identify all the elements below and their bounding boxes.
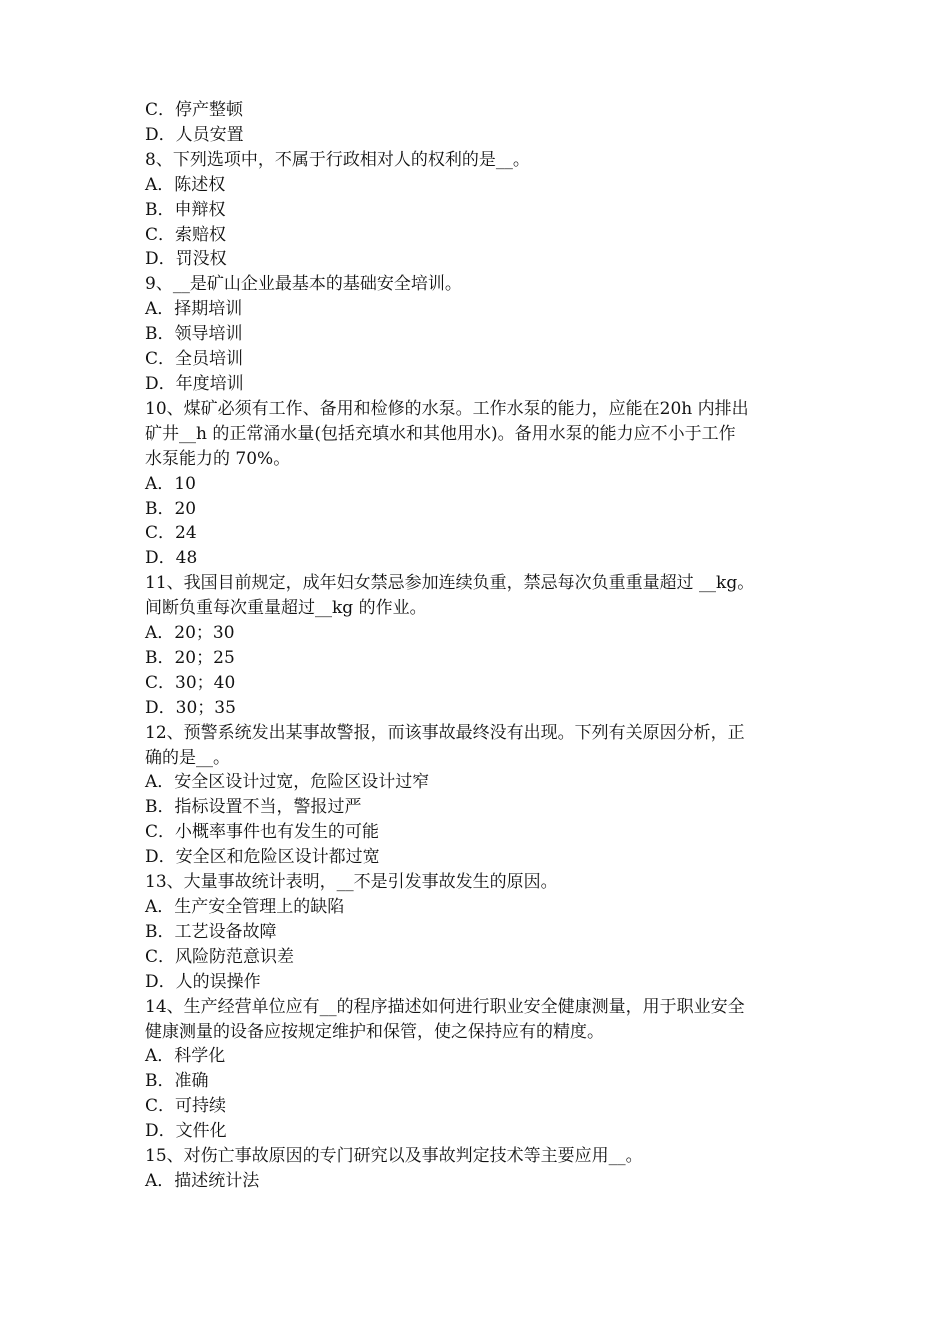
option-c-q8: C．索赔权 <box>145 224 227 245</box>
option-d-q12: D．安全区和危险区设计都过宽 <box>145 847 380 868</box>
option-d-q7: D．人员安置 <box>145 124 244 145</box>
option-b-q9: B．领导培训 <box>145 324 243 345</box>
document-page <box>145 98 820 1194</box>
option-c-q10: C．24 <box>145 523 197 544</box>
question-9: 9、__是矿山企业最基本的基础安全培训。 <box>145 274 462 295</box>
question-12-line-2: 确的是__。 <box>145 747 230 768</box>
option-c-q12: C．小概率事件也有发生的可能 <box>145 822 380 843</box>
option-c-q14: C．可持续 <box>145 1096 227 1117</box>
option-d-q14: D．文件化 <box>145 1121 227 1142</box>
option-d-q13: D．人的误操作 <box>145 971 261 992</box>
option-c-q13: C．风险防范意识差 <box>145 946 295 967</box>
option-a-q14: A．科学化 <box>145 1046 226 1067</box>
option-a-q15: A．描述统计法 <box>145 1170 260 1191</box>
question-12-line-1: 12、预警系统发出某事故警报，而该事故最终没有出现。下列有关原因分析，正 <box>145 722 745 743</box>
question-11-line-1: 11、我国目前规定，成年妇女禁忌参加连续负重，禁忌每次负重重量超过 __kg。 <box>145 573 755 594</box>
option-d-q8: D．罚没权 <box>145 249 227 270</box>
question-14-line-2: 健康测量的设备应按规定维护和保管，使之保持应有的精度。 <box>145 1021 604 1042</box>
question-10-line-3: 水泵能力的 70%。 <box>145 448 291 469</box>
option-b-q14: B．准确 <box>145 1071 209 1092</box>
option-a-q10: A．10 <box>145 473 196 494</box>
option-a-q8: A．陈述权 <box>145 174 226 195</box>
question-10-line-2: 矿井__h 的正常涌水量(包括充填水和其他用水)。备用水泵的能力应不小于工作 <box>145 423 736 444</box>
option-b-q10: B．20 <box>145 498 197 519</box>
option-d-q9: D．年度培训 <box>145 373 244 394</box>
option-b-q8: B．申辩权 <box>145 199 226 220</box>
option-c-q11: C．30；40 <box>145 672 236 693</box>
question-11-line-2: 间断负重每次重量超过__kg 的作业。 <box>145 598 427 619</box>
question-10-line-1: 10、煤矿必须有工作、备用和检修的水泵。工作水泵的能力，应能在20h 内排出 <box>145 398 749 419</box>
question-13: 13、大量事故统计表明，__不是引发事故发生的原因。 <box>145 872 558 893</box>
question-8: 8、下列选项中，不属于行政相对人的权利的是__。 <box>145 149 530 170</box>
option-a-q11: A．20；30 <box>145 623 235 644</box>
option-b-q13: B．工艺设备故障 <box>145 921 277 942</box>
option-d-q10: D．48 <box>145 548 198 569</box>
option-a-q13: A．生产安全管理上的缺陷 <box>145 897 345 917</box>
option-d-q11: D．30；35 <box>145 697 236 718</box>
option-c-q9: C．全员培训 <box>145 349 244 370</box>
question-14-line-1: 14、生产经营单位应有__的程序描述如何进行职业安全健康测量，用于职业安全 <box>145 996 745 1017</box>
question-15: 15、对伤亡事故原因的专门研究以及事故判定技术等主要应用__。 <box>145 1146 643 1167</box>
option-c-q7: C．停产整顿 <box>145 100 244 120</box>
option-a-q12: A．安全区设计过宽，危险区设计过窄 <box>145 772 430 793</box>
option-b-q11: B．20；25 <box>145 647 235 668</box>
option-b-q12: B．指标设置不当，警报过严 <box>145 797 362 818</box>
option-a-q9: A．择期培训 <box>145 299 243 320</box>
